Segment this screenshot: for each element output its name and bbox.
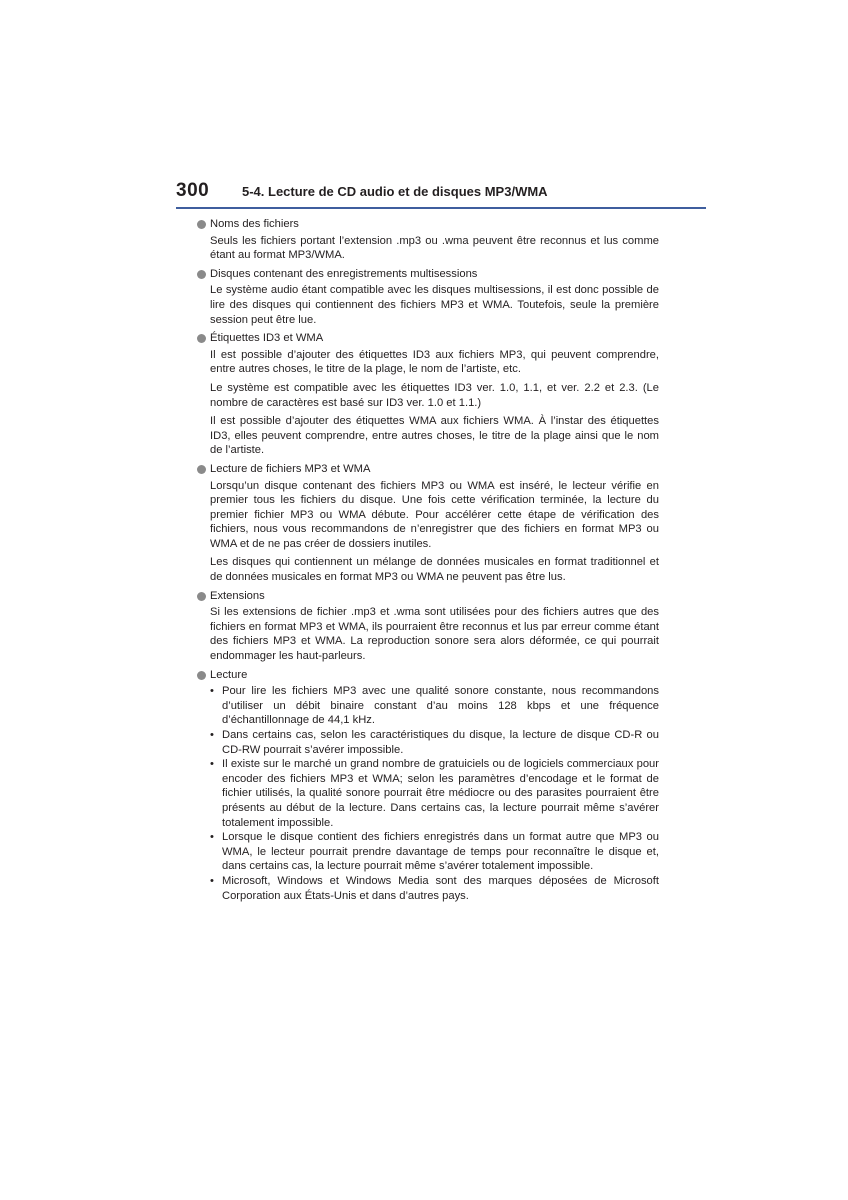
bullet-mark: • xyxy=(210,874,214,887)
bullet-dot-icon xyxy=(197,671,206,680)
heading-text: Lecture xyxy=(210,668,248,681)
section-heading xyxy=(197,589,659,604)
page-content xyxy=(197,215,659,903)
section-heading xyxy=(197,217,659,232)
bullet-mark: • xyxy=(210,685,214,698)
list-item xyxy=(210,728,659,757)
list-item-text: Il existe sur le marché un grand nombre de gratuiciels ou de logiciels commerciaux pour encoder des fichiers MP3 et WMA; selon les paramètres d’encodage et le format de fichier utilisés, la qualité sonore pourrait être médiocre ou des parasites pourraient être présents au début de la lecture. Dans certains cas, la lecture pourrait même s’avérer totalement impossible. xyxy=(222,758,659,829)
section-heading xyxy=(197,668,659,683)
list-item xyxy=(210,757,659,830)
paragraph: Le système est compatible avec les étiquettes ID3 ver. 1.0, 1.1, et ver. 2.2 et 2.3. (Le nombre de caractères est basé sur ID3 ver. 1.0 et 1.1.) xyxy=(210,381,659,409)
paragraph: Si les extensions de fichier .mp3 et .wma sont utilisées pour des fichiers autres que des fichiers en format MP3 et WMA, ils pourraient être reconnus et lus par erreur comme étant des fichiers MP3 et WMA. La reproduction sonore sera alors déformée, ce qui pourrait endommager les haut-parleurs. xyxy=(210,606,659,663)
list-item xyxy=(210,874,659,903)
heading-text: Noms des fichiers xyxy=(210,218,299,230)
list-item-text: Dans certains cas, selon les caractéristiques du disque, la lecture de disque CD-R ou CD-RW pourrait s’avérer impossible. xyxy=(222,729,659,756)
list-item-text: Pour lire les fichiers MP3 avec une qualité sonore constante, nous recommandons d’utiliser un débit binaire constant d’au moins 128 kbps et une fréquence d’échantillonnage de 44,1 kHz. xyxy=(222,685,659,727)
bullet-mark: • xyxy=(210,831,214,844)
paragraph: Le système audio étant compatible avec les disques multisessions, il est donc possible de lire des disques qui contiennent des fichiers MP3 et WMA. Toutefois, seule la première session peut être lue. xyxy=(210,284,659,326)
heading-text: Étiquettes ID3 et WMA xyxy=(210,332,324,345)
lecture-list xyxy=(210,684,659,903)
list-item xyxy=(210,684,659,728)
section-heading xyxy=(197,331,659,346)
bullet-mark: • xyxy=(210,758,214,771)
bullet-mark: • xyxy=(210,729,214,741)
paragraph: Les disques qui contiennent un mélange de données musicales en format traditionnel et de données musicales en format MP3 ou WMA ne peuvent pas être lus. xyxy=(210,556,659,584)
heading-text: Disques contenant des enregistrements multisessions xyxy=(210,267,478,280)
bullet-dot-icon xyxy=(197,334,206,343)
bullet-dot-icon xyxy=(197,465,206,474)
heading-text: Lecture de fichiers MP3 et WMA xyxy=(210,462,371,475)
heading-text: Extensions xyxy=(210,589,265,602)
paragraph: Il est possible d’ajouter des étiquettes WMA aux fichiers WMA. À l’instar des étiquettes ID3, elles peuvent comprendre, entre autres choses, le titre de la plage ainsi que le nom de l’artiste. xyxy=(210,415,659,457)
list-item xyxy=(210,830,659,874)
page-header xyxy=(176,180,706,209)
paragraph: Il est possible d’ajouter des étiquettes ID3 aux fichiers MP3, qui peuvent comprendre, entre autres choses, le titre de la plage, le nom de l’artiste, etc. xyxy=(210,348,659,376)
bullet-dot-icon xyxy=(197,592,206,601)
section-heading xyxy=(197,267,659,282)
list-item-text: Microsoft, Windows et Windows Media sont des marques déposées de Microsoft Corporation aux États-Unis et dans d’autres pays. xyxy=(222,874,659,902)
paragraph: Seuls les fichiers portant l’extension .mp3 ou .wma peuvent être reconnus et lus comme étant au format MP3/WMA. xyxy=(210,234,659,262)
section-title: 5-4. Lecture de CD audio et de disques MP3/WMA xyxy=(242,184,548,199)
section-heading xyxy=(197,462,659,477)
page-number: 300 xyxy=(176,180,210,201)
bullet-dot-icon xyxy=(197,270,206,279)
bullet-dot-icon xyxy=(197,220,206,229)
paragraph: Lorsqu’un disque contenant des fichiers MP3 ou WMA est inséré, le lecteur vérifie en premier tous les fichiers du disque. Une fois cette vérification terminée, la lecture du premier fichier MP3 ou WMA débute. Pour accélérer cette étape de vérification des fichiers, nous vous recommandons de n’enregistrer que des fichiers en format MP3 ou WMA et de ne pas créer de dossiers inutiles. xyxy=(210,479,659,550)
list-item-text: Lorsque le disque contient des fichiers enregistrés dans un format autre que MP3 ou WMA, le lecteur pourrait prendre davantage de temps pour reconnaître le disque et, dans certains cas, la lecture pourrait même s’avérer totalement impossible. xyxy=(222,831,659,873)
